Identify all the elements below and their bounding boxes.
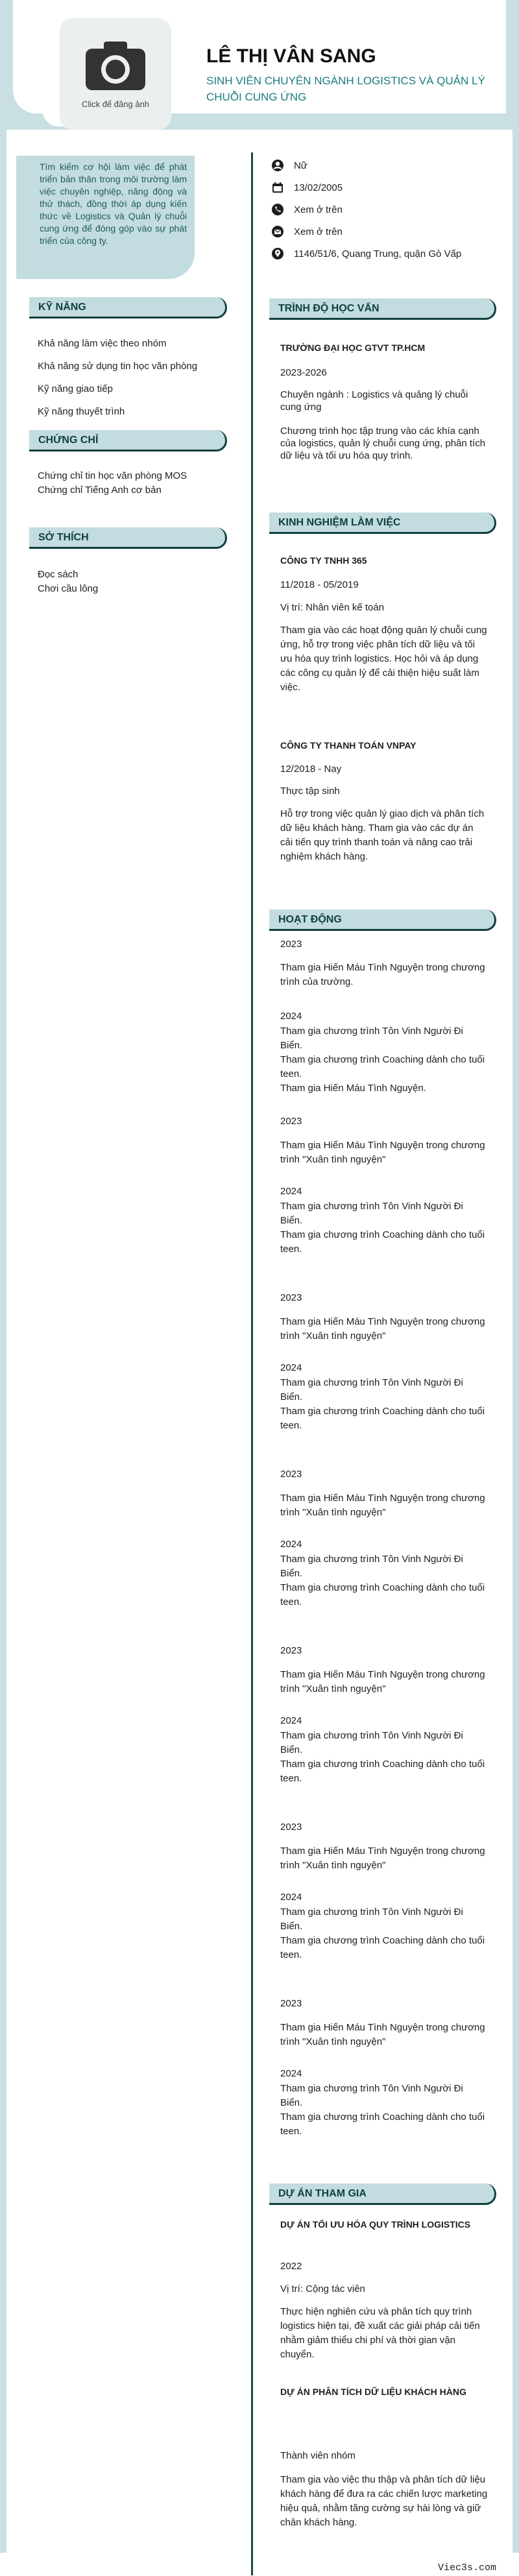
phone: Xem ở trên [294,204,343,215]
hobbies-heading: SỞ THÍCH [29,527,227,549]
activity-year: 2024 [280,1539,302,1550]
job-role: Vị trí: Nhân viên kế toán [280,602,385,613]
activity-year: 2023 [280,1822,302,1833]
project-role: Thành viên nhóm [280,2450,356,2461]
experience-heading: KINH NGHIỆM LÀM VIỆC [269,512,496,534]
activity-text: Tham gia Hiến Máu Tình Nguyện trong chương trình "Xuân tình nguyện" [280,1493,485,1518]
email-icon [271,225,284,238]
activity-text: Tham gia chương trình Tôn Vinh Người Đi Biển. Tham gia chương trình Coaching dành cho tuổi teen. Tham gia Hiến Máu Tình Nguyện. [280,1026,485,1094]
activity-year: 2024 [280,2068,302,2079]
watermark: Viec3s.com [438,2562,497,2573]
activity-text: Tham gia Hiến Máu Tình Nguyện trong chương trình "Xuân tình nguyện" [280,2022,485,2047]
activity-year: 2024 [280,1362,302,1373]
certificate-item: Chứng chỉ tin học văn phòng MOS [38,470,187,481]
address: 1146/51/6, Quang Trung, quận Gò Vấp [294,248,462,259]
column-divider [251,152,253,2575]
certificates-heading: CHỨNG CHỈ [29,430,227,451]
project-year: 2022 [280,2261,302,2272]
activity-year: 2023 [280,1469,302,1480]
skill-item: Kỹ năng giao tiếp [38,383,113,394]
activities-heading: HOẠT ĐỘNG [269,909,496,931]
avatar-label: Click để đăng ảnh [81,99,150,109]
career-objective: Tìm kiếm cơ hội làm việc để phát triển bản thân trong môi trường làm việc chuyên nghiệp, năng động và thử thách, đồng thời áp dụng kiến thức về Logistics và Quản lý chuỗi cung ứng để đóng góp vào sự phát triển của công ty. [16,156,195,279]
skill-item: Kỹ năng thuyết trình [38,406,125,417]
map-pin-icon [271,247,284,260]
activity-text: Tham gia chương trình Tôn Vinh Người Đi Biển. Tham gia chương trình Coaching dành cho tuổi teen. [280,1554,485,1607]
activity-text: Tham gia chương trình Tôn Vinh Người Đi Biển. Tham gia chương trình Coaching dành cho tuổi teen. [280,1201,485,1255]
hobby-item: Chơi cầu lông [38,583,99,594]
activity-year: 2023 [280,1292,302,1303]
left-border [0,0,6,2576]
skills-heading: KỸ NĂNG [29,297,227,319]
projects-heading: DỰ ÁN THAM GIA [269,2184,496,2205]
date-of-birth: 13/02/2005 [294,182,343,193]
project-desc: Thực hiện nghiên cứu và phân tích quy trình logistics hiện tại, đề xuất các giải pháp cải tiến nhằm giảm thiểu chi phí và thời gian vận chuyển. [280,2306,480,2360]
activity-text: Tham gia chương trình Tôn Vinh Người Đi Biển. Tham gia chương trình Coaching dành cho tuổi teen. [280,1377,485,1431]
activity-year: 2024 [280,1186,302,1197]
job-desc: Hỗ trợ trong việc quản lý giao dịch và phân tích dữ liệu khách hàng. Tham gia vào các dự án cải tiến quy trình thanh toán và nâng cao trải nghiệm khách hàng. [280,808,485,862]
activity-year: 2024 [280,1892,302,1903]
education-period: 2023-2026 [280,367,327,378]
education-desc: Chương trình học tập trung vào các khía cạnh của logistics, quản lý chuỗi cung ứng, phân tích dữ liệu và tối ưu hóa quy trình. [280,426,486,461]
activity-year: 2023 [280,1645,302,1656]
phone-icon [271,203,284,216]
activity-text: Tham gia chương trình Tôn Vinh Người Đi Biển. Tham gia chương trình Coaching dành cho tuổi teen. [280,1730,485,1784]
certificate-item: Chứng chỉ Tiếng Anh cơ bản [38,485,162,496]
activity-text: Tham gia Hiến Máu Tình Nguyện trong chương trình "Xuân tình nguyện" [280,1140,485,1165]
calendar-icon [271,181,284,194]
activity-text: Tham gia Hiến Máu Tình Nguyện trong chương trình của trường. [280,962,485,987]
activity-year: 2023 [280,1116,302,1127]
job-role: Thực tập sinh [280,786,340,797]
hobby-item: Đọc sách [38,569,78,580]
education-heading: TRÌNH ĐỘ HỌC VẤN [269,298,496,320]
activity-year: 2023 [280,1998,302,2009]
education-major: Chuyên ngành : Logistics và quảng lý chuỗi cung ứng [280,389,468,413]
activity-text: Tham gia chương trình Tôn Vinh Người Đi Biển. Tham gia chương trình Coaching dành cho tuổi teen. [280,2083,485,2137]
activity-text: Tham gia Hiến Máu Tình Nguyện trong chương trình "Xuân tình nguyện" [280,1669,485,1694]
activity-year: 2024 [280,1011,302,1022]
right-border [513,0,519,2576]
camera-icon [84,40,147,91]
job-period: 12/2018 - Nay [280,764,342,775]
candidate-name: LÊ THỊ VÂN SANG [206,45,376,67]
skill-item: Khả năng sử dụng tin học văn phòng [38,361,198,372]
user-icon [271,159,284,172]
activity-text: Tham gia Hiến Máu Tình Nguyện trong chương trình "Xuân tình nguyện" [280,1316,485,1342]
job-period: 11/2018 - 05/2019 [280,579,359,590]
candidate-title: SINH VIÊN CHUYÊN NGÀNH LOGISTICS VÀ QUẢN LÝ CHUỖI CUNG ỨNG [206,75,485,103]
activity-year: 2024 [280,1715,302,1726]
skill-item: Khả năng làm việc theo nhóm [38,338,167,349]
job-company: CÔNG TY THANH TOÁN VNPAY [280,740,416,751]
activity-text: Tham gia chương trình Tôn Vinh Người Đi Biển. Tham gia chương trình Coaching dành cho tuổi teen. [280,1907,485,1960]
gender: Nữ [294,160,308,171]
activity-year: 2023 [280,939,302,950]
avatar-upload[interactable] [60,18,171,130]
email: Xem ở trên [294,226,343,237]
project-name: DỰ ÁN TỐI ƯU HÓA QUY TRÌNH LOGISTICS [280,2219,471,2230]
school-name: TRƯỜNG ĐẠI HỌC GTVT TP.HCM [280,343,426,353]
project-name: DỰ ÁN PHÂN TÍCH DỮ LIỆU KHÁCH HÀNG [280,2387,466,2397]
project-role: Vị trí: Cộng tác viên [280,2283,365,2294]
activity-text: Tham gia Hiến Máu Tình Nguyện trong chương trình "Xuân tình nguyện" [280,1846,485,1871]
project-desc: Tham gia vào việc thu thập và phân tích dữ liệu khách hàng để đưa ra các chiến lược marketing hiệu quả, nhằm tăng cường sự hài lòng và giữ chân khách hàng. [280,2474,488,2528]
job-company: CÔNG TY TNHH 365 [280,555,367,566]
job-desc: Tham gia vào các hoạt động quản lý chuỗi cung ứng, hỗ trợ trong việc phân tích dữ liệu và tối ưu hóa quy trình logistics. Học hỏi và áp dụng các công cụ quản lý để cải thiện hiệu suất làm việc. [280,625,487,693]
